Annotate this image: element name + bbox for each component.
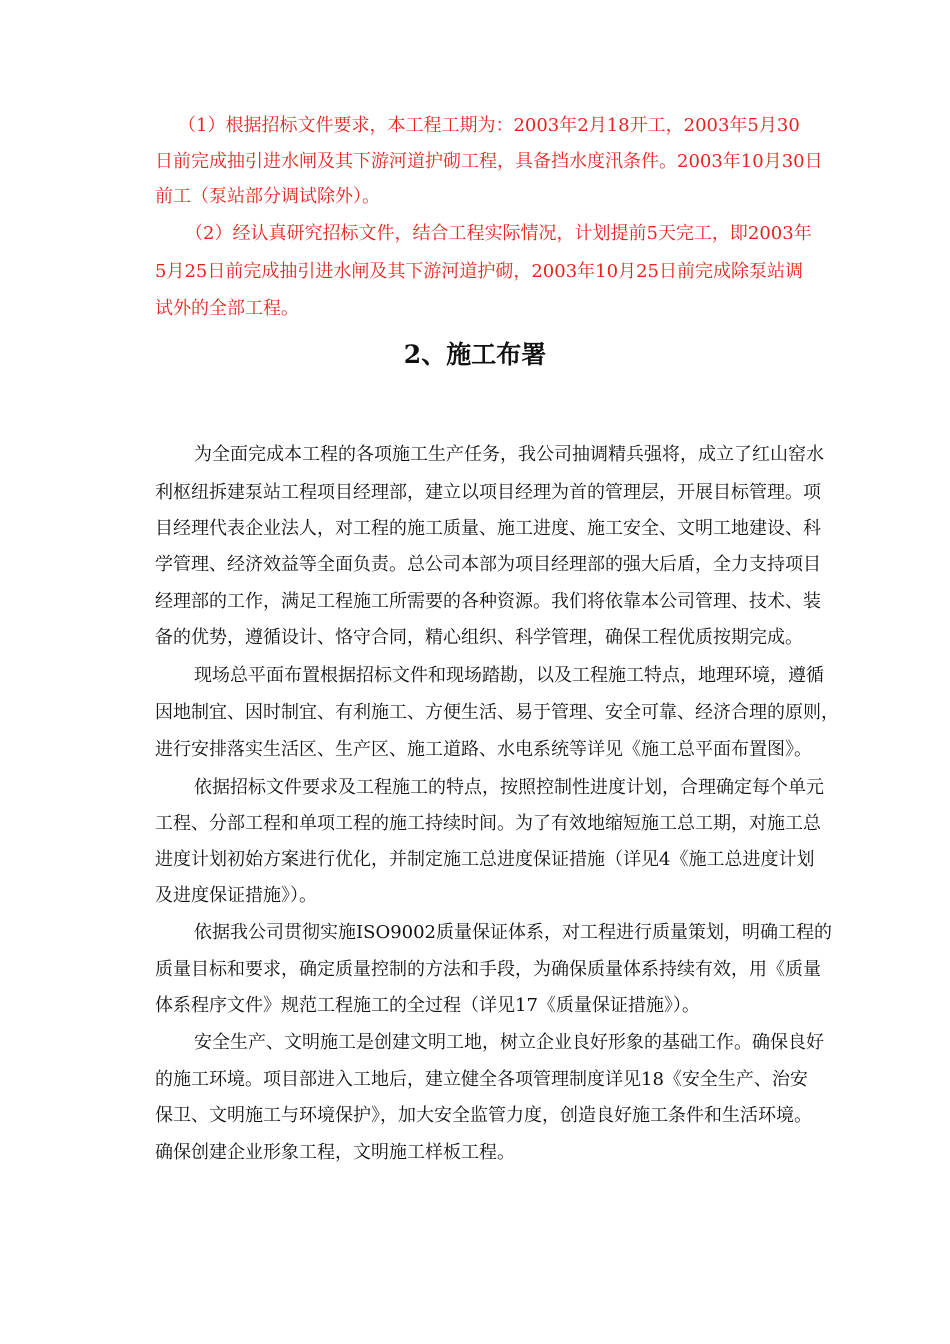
text-line: 工程、分部工程和单项工程的施工持续时间。为了有效地缩短施工总工期，对施工总	[155, 813, 821, 834]
text-line: 进度计划初始方案进行优化，并制定施工总进度保证措施（详见4《施工总进度计划	[155, 849, 815, 870]
text-line: 为全面完成本工程的各项施工生产任务，我公司抽调精兵强将，成立了红山窑水	[194, 444, 824, 465]
text-line: 质量目标和要求，确定质量控制的方法和手段，为确保质量体系持续有效，用《质量	[155, 959, 821, 980]
text-line: 备的优势，遵循设计、恪守合同，精心组织、科学管理，确保工程优质按期完成。	[155, 627, 803, 648]
text-line: 前工（泵站部分调试除外）。	[155, 186, 380, 207]
text-line: 5月25日前完成抽引进水闸及其下游河道护砌，2003年10月25日前完成除泵站调	[155, 261, 803, 282]
text-line: 保卫、文明施工与环境保护》，加大安全监管力度，创造良好施工条件和生活环境。	[155, 1105, 812, 1126]
text-line: 确保创建企业形象工程，文明施工样板工程。	[155, 1142, 515, 1163]
text-line: 依据招标文件要求及工程施工的特点，按照控制性进度计划，合理确定每个单元	[194, 777, 824, 798]
text-line: 因地制宜、因时制宜、有利施工、方便生活、易于管理、安全可靠、经济合理的原则，	[155, 702, 839, 723]
text-line: 目经理代表企业法人，对工程的施工质量、施工进度、施工安全、文明工地建设、科	[155, 518, 821, 539]
text-line: 试外的全部工程。	[155, 298, 299, 319]
text-line: 经理部的工作，满足工程施工所需要的各种资源。我们将依靠本公司管理、技术、装	[155, 591, 821, 612]
section-title: 2、施工布署	[403, 340, 547, 369]
text-line: 利枢纽拆建泵站工程项目经理部，建立以项目经理为首的管理层，开展目标管理。项	[155, 482, 821, 503]
text-line: 安全生产、文明施工是创建文明工地，树立企业良好形象的基础工作。确保良好	[194, 1032, 824, 1053]
text-line: （1）根据招标文件要求，本工程工期为：2003年2月18开工，2003年5月30	[178, 115, 800, 136]
text-line: 学管理、经济效益等全面负责。总公司本部为项目经理部的强大后盾，全力支持项目	[155, 554, 821, 575]
text-line: 现场总平面布置根据招标文件和现场踏勘，以及工程施工特点，地理环境，遵循	[194, 665, 824, 686]
text-line: 的施工环境。项目部进入工地后，建立健全各项管理制度详见18《安全生产、治安	[155, 1069, 808, 1090]
text-line: 及进度保证措施》）。	[155, 885, 317, 906]
text-line: 体系程序文件》规范工程施工的全过程（详见17《质量保证措施》）。	[155, 995, 700, 1016]
text-line: 日前完成抽引进水闸及其下游河道护砌工程，具备挡水度汛条件。2003年10月30日	[155, 151, 823, 172]
text-line: （2）经认真研究招标文件，结合工程实际情况，计划提前5天完工，即2003年	[185, 223, 812, 244]
text-line: 进行安排落实生活区、生产区、施工道路、水电系统等详见《施工总平面布置图》。	[155, 739, 812, 760]
text-line: 依据我公司贯彻实施ISO9002质量保证体系，对工程进行质量策划，明确工程的	[194, 922, 833, 943]
